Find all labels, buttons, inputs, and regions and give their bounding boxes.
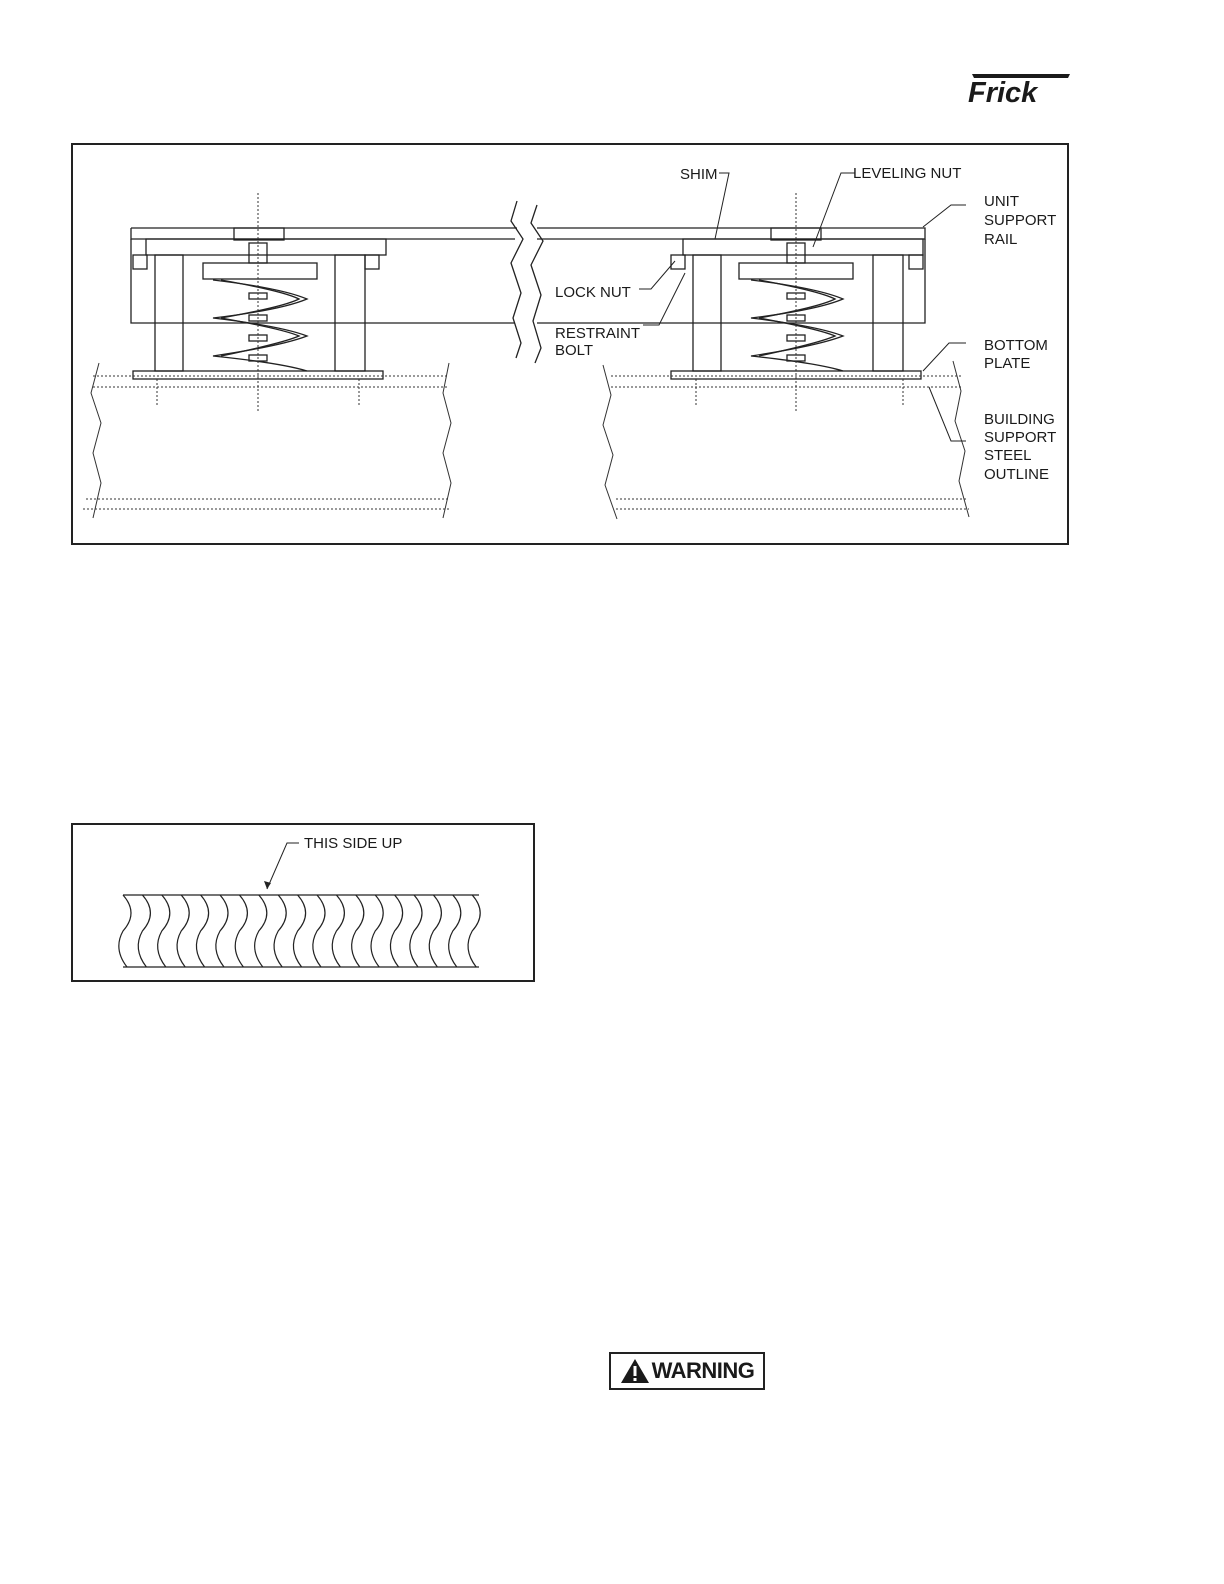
pad-corrugation (255, 895, 267, 967)
label-unit-support-rail-1: UNIT (984, 193, 1019, 210)
warning-badge (609, 1352, 765, 1390)
label-building-steel-4: OUTLINE (984, 466, 1050, 483)
label-leveling-nut: LEVELING NUT (853, 165, 962, 182)
pad-corrugation (158, 895, 170, 967)
label-this-side-up: THIS SIDE UP (304, 835, 403, 852)
pad-corrugation (119, 895, 131, 967)
pad-corrugation (293, 895, 305, 967)
label-lock-nut: LOCK NUT (555, 284, 631, 301)
warning-label: WARNING (651, 1358, 755, 1383)
pad-corrugation (449, 895, 461, 967)
label-building-steel-3: STEEL (984, 447, 1032, 464)
pad-corrugation (429, 895, 441, 967)
pad-corrugation (468, 895, 480, 967)
label-building-steel-2: SUPPORT (984, 429, 1057, 446)
logo-text: Frick (968, 77, 1038, 106)
label-restraint-bolt-1: RESTRAINT (555, 325, 641, 342)
pad-figure (71, 823, 535, 982)
pad-corrugation (274, 895, 286, 967)
isolator-figure (71, 143, 1069, 545)
pad-corrugation (352, 895, 364, 967)
pad-corrugation (313, 895, 325, 967)
label-unit-support-rail-2: SUPPORT (984, 212, 1057, 229)
label-restraint-bolt-2: BOLT (555, 342, 594, 359)
label-bottom-plate-2: PLATE (984, 355, 1031, 372)
pad-corrugation (235, 895, 247, 967)
pad-corrugation (410, 895, 422, 967)
pad-corrugation (138, 895, 150, 967)
warning-triangle-icon (620, 1357, 650, 1385)
pad-corrugation (177, 895, 189, 967)
pad-corrugation (371, 895, 383, 967)
label-bottom-plate-1: BOTTOM (984, 337, 1048, 354)
pad-corrugation (216, 895, 228, 967)
pad-corrugation (196, 895, 208, 967)
label-unit-support-rail-3: RAIL (984, 231, 1018, 248)
pad-corrugation (332, 895, 344, 967)
frick-logo (966, 70, 1076, 106)
label-shim: SHIM (680, 166, 718, 183)
label-building-steel-1: BUILDING (984, 411, 1055, 428)
pad-corrugation (390, 895, 402, 967)
